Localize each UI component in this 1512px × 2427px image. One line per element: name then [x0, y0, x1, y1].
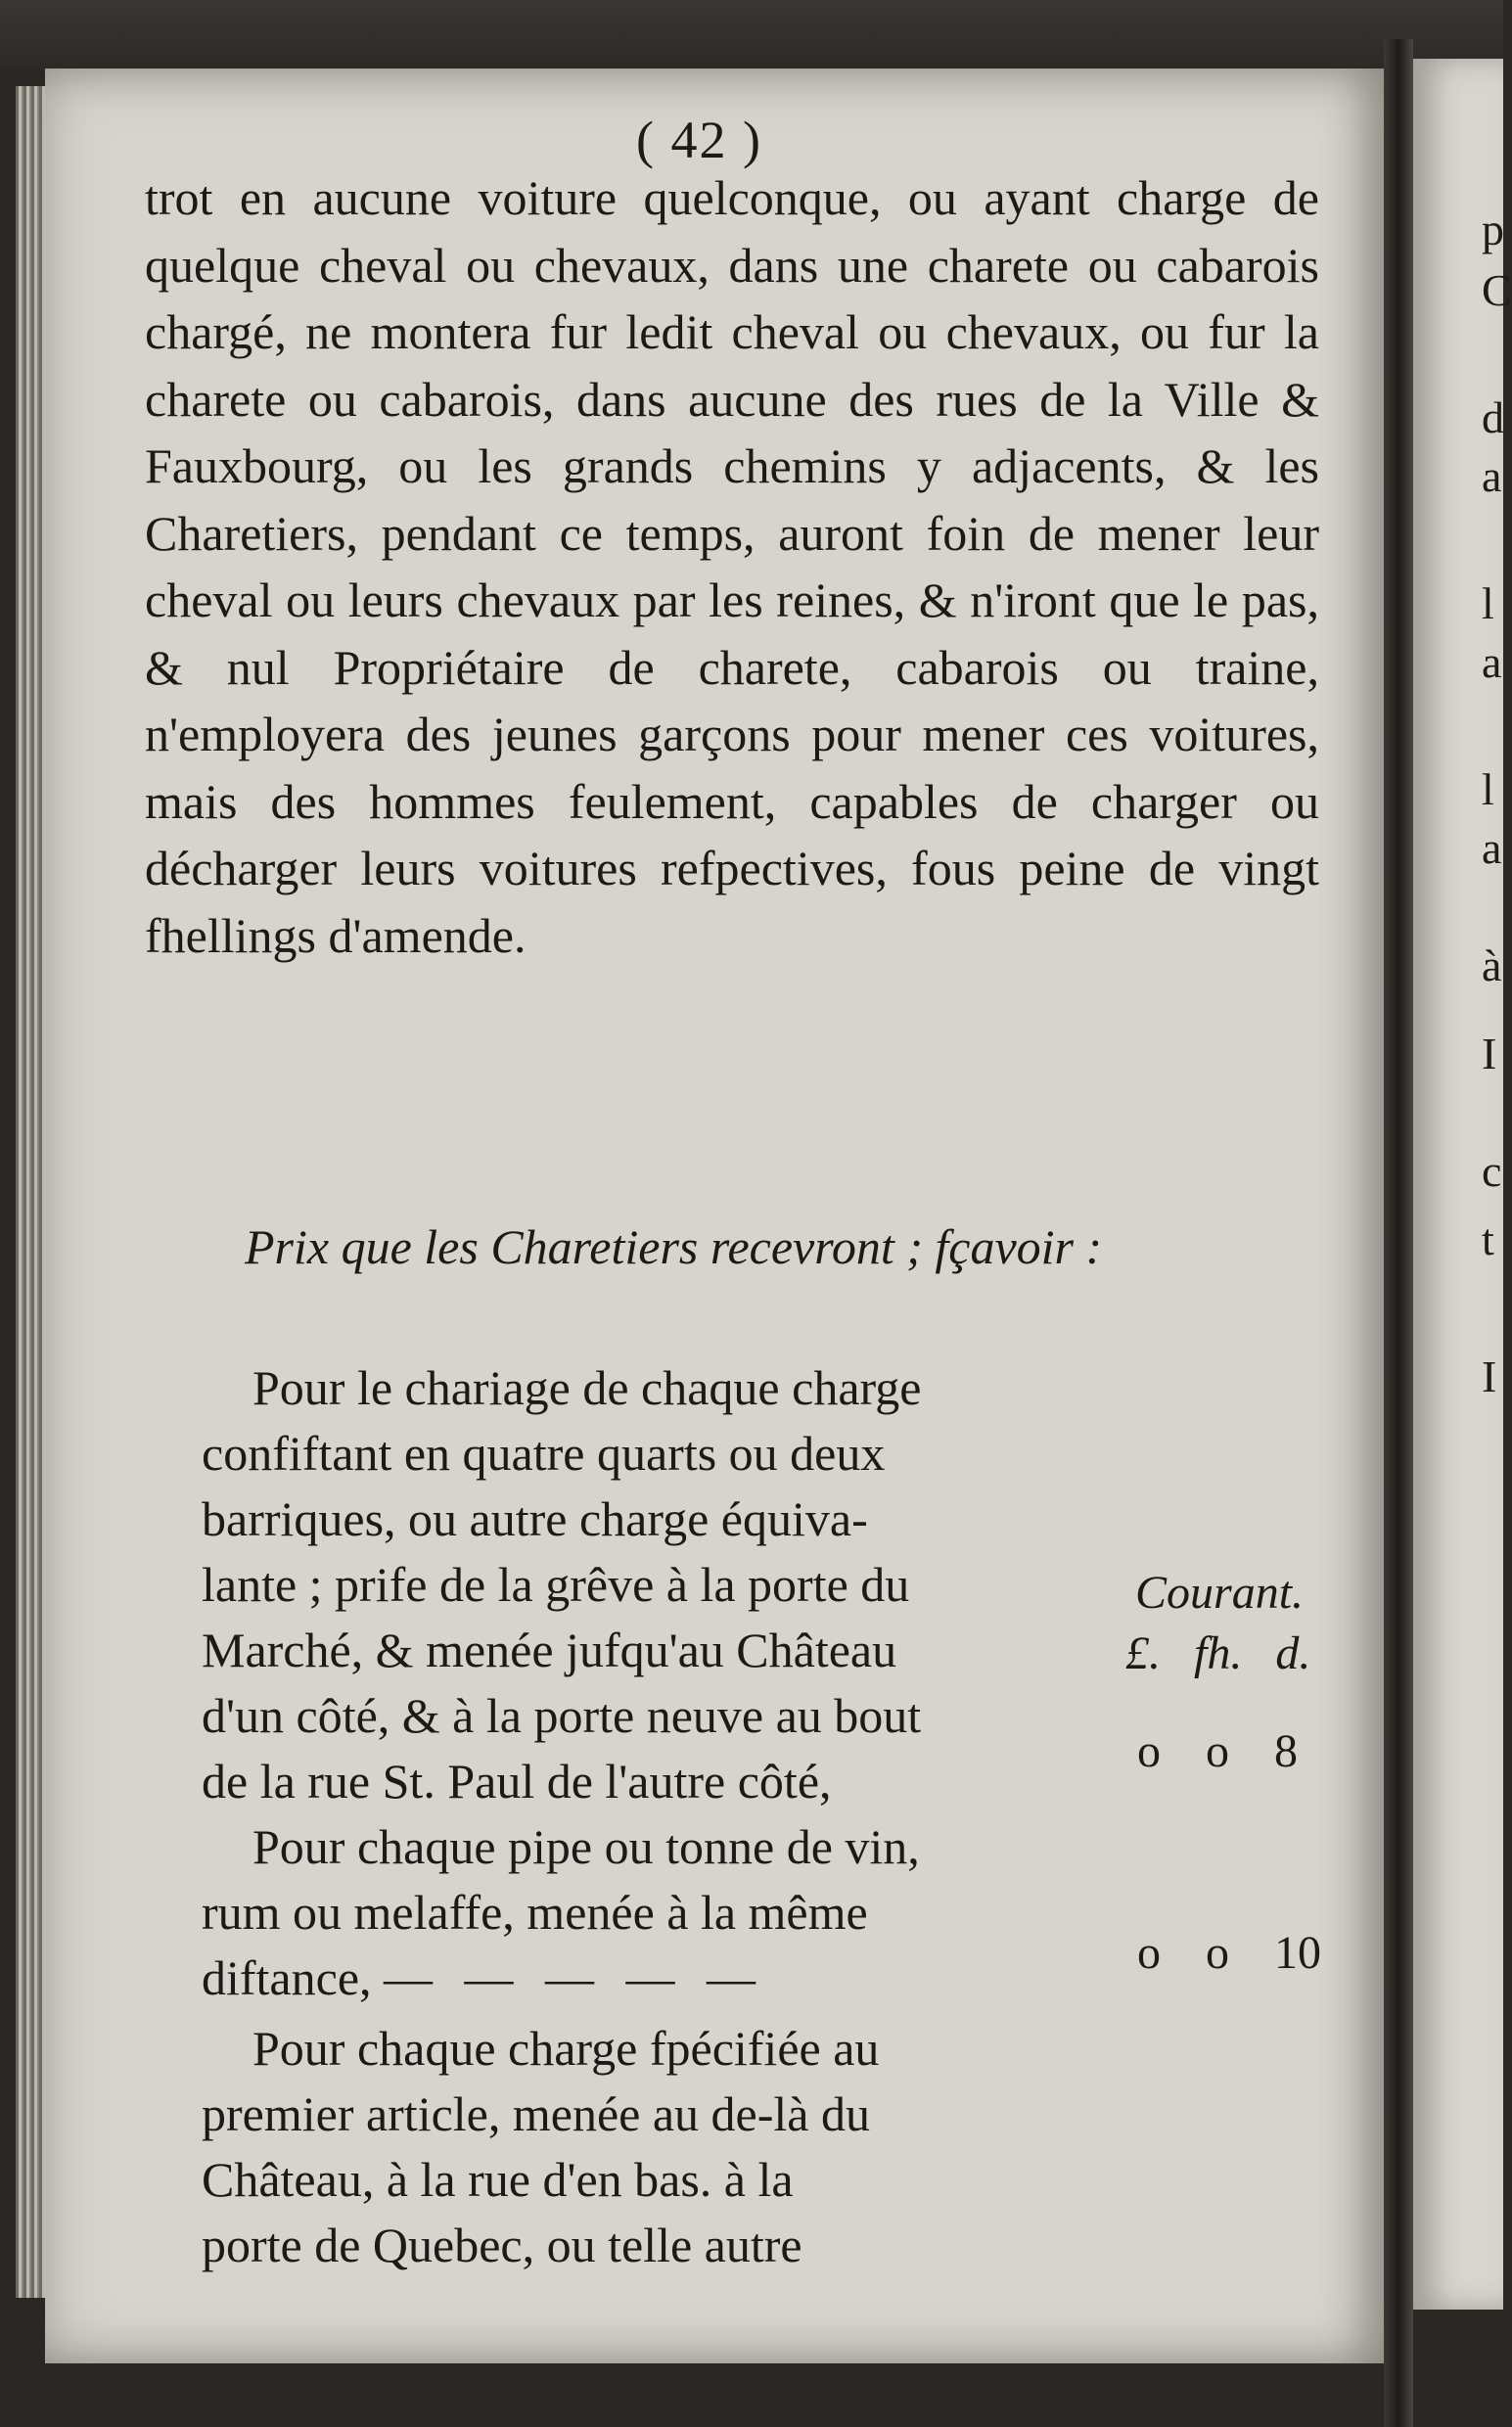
facing-page-letter: I: [1482, 1029, 1497, 1078]
page-stack-edge: [16, 86, 49, 2298]
item-line-text: diftance,: [202, 1950, 372, 2005]
item-line: barriques, ou autre charge équiva-: [202, 1491, 868, 1546]
item-line: de la rue St. Paul de l'autre côté,: [202, 1754, 832, 1809]
item-line: Château, à la rue d'en bas. à la: [202, 2152, 794, 2207]
price-list-heading: Prix que les Charetiers recevront ; fçavoir :: [245, 1219, 1103, 1274]
item-line: Marché, & menée jufqu'au Château: [202, 1623, 897, 1677]
item-line: premier article, menée au de-là du: [202, 2086, 870, 2141]
item-line: Pour chaque pipe ou tonne de vin,: [252, 1819, 920, 1874]
facing-page-letter: I: [1482, 1351, 1497, 1401]
facing-page-letter: a: [1482, 637, 1502, 687]
facing-page-letter: C: [1482, 265, 1512, 315]
item-line: Pour chaque charge fpécifiée au: [252, 2021, 880, 2076]
item-line: [202, 1946, 1112, 2011]
item-line: d'un côté, & à la porte neuve au bout: [202, 1688, 922, 1743]
facing-page-letter: à: [1482, 940, 1502, 990]
leader-dashes: — — — — —: [384, 1950, 766, 2005]
item-line: rum ou melaffe, menée à la même: [202, 1885, 868, 1940]
units-label: £. fh. d.: [1125, 1627, 1311, 1679]
price-item: [202, 1355, 1112, 1814]
book-gutter: [1384, 39, 1413, 2427]
facing-page-letter: c: [1482, 1146, 1502, 1196]
ordinance-paragraph: trot en aucune voiture quelconque, ou ayant charge de quelque cheval ou chevaux, dans une charete ou cabarois chargé, ne montera fur ledit cheval ou chevaux, ou fur la charete ou cabarois, dans aucune des rues de la Ville & Fauxbourg, ou les grands chemins y adjacents, & les Charetiers, pendant ce temps, auront foin de mener leur cheval ou leurs chevaux par les reines, & n'iront que le pas, & nul Propriétaire de charete, cabarois ou traine, n'employera des jeunes garçons pour mener ces voitures, mais des hommes feulement, capables de charger ou décharger leurs voitures refpectives, fous peine de vingt fhellings d'amende.: [145, 170, 1319, 963]
price-item: [202, 1814, 1112, 2011]
facing-page-letter: t: [1482, 1214, 1494, 1264]
item-line: lante ; prife de la grêve à la porte du: [202, 1557, 910, 1612]
facing-page-letter: a: [1482, 451, 1502, 501]
scan-background: [0, 0, 1503, 69]
facing-page-letter: p: [1482, 205, 1504, 254]
item-line: porte de Quebec, ou telle autre: [202, 2218, 802, 2272]
item-price: o o 10: [1137, 1927, 1321, 1979]
facing-page-letter: l: [1482, 764, 1494, 814]
page-number: ( 42 ): [636, 111, 762, 169]
price-item: [202, 2016, 1112, 2278]
currency-label: Courant.: [1135, 1567, 1305, 1619]
item-line: confiftant en quatre quarts ou deux: [202, 1426, 886, 1481]
facing-page-letter: l: [1482, 578, 1494, 628]
item-line: Pour le chariage de chaque charge: [252, 1360, 922, 1415]
facing-page-letter: a: [1482, 823, 1502, 873]
item-price: o o 8: [1137, 1725, 1298, 1777]
facing-page-letter: d: [1482, 392, 1504, 442]
facing-page: [1413, 59, 1512, 2310]
